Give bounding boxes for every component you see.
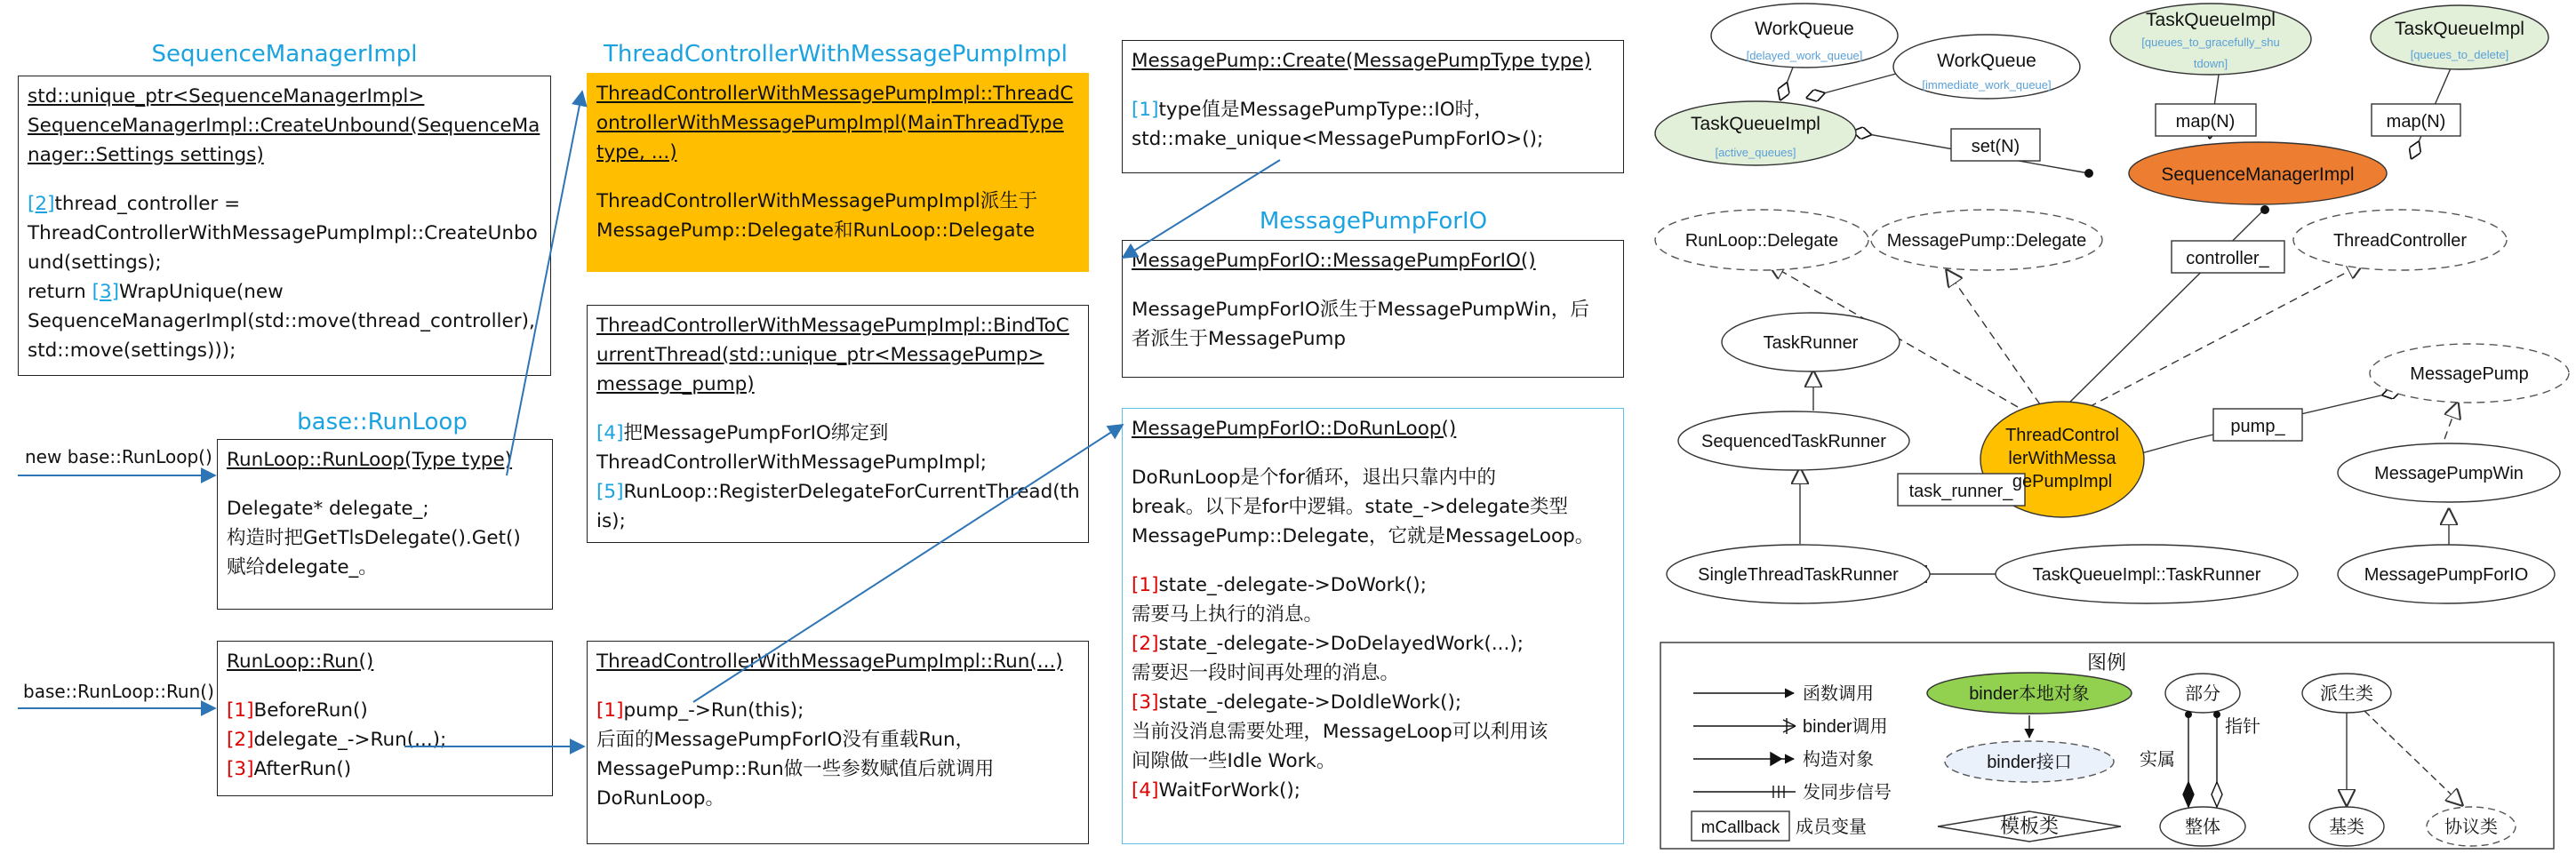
code-line: DoRunLoop。 (596, 787, 724, 810)
code-signature-line: ThreadControllerWithMessagePumpImpl::Run(...) (596, 650, 1063, 673)
uml-work-queue-1: WorkQueue (1755, 19, 1854, 39)
code-line: MessagePump::Delegate，它就是MessageLoop。 (1132, 525, 1595, 547)
step-number: [2] (227, 729, 254, 751)
uml-thread-controller: ThreadController (2332, 231, 2468, 251)
code-line: 需要迟一段时间再处理的消息。 (1132, 662, 1400, 684)
code-line: 构造时把GetTlsDelegate().Get() (227, 527, 521, 549)
code-line: [1]pump_->Run(this); (596, 699, 804, 722)
uml-tqi-task-runner: TaskQueueImpl::TaskRunner (2032, 565, 2261, 585)
step-number: [4] (1132, 779, 1159, 802)
code-line: MessagePumpForIO派生于MessagePumpWin，后 (1132, 299, 1589, 321)
code-line: return [3]WrapUnique(new (28, 281, 284, 303)
code-line: ThreadControllerWithMessagePumpImpl派生于 (596, 190, 1038, 212)
uml-tqi-active-sub: [active_queues] (1715, 146, 1796, 159)
title-sequence-manager-impl: SequenceManagerImpl (151, 41, 418, 68)
legend-part: 部分 (2185, 684, 2220, 704)
legend-whole: 整体 (2185, 818, 2220, 837)
legend-derived: 派生类 (2320, 684, 2373, 704)
code-line: [1]BeforeRun() (227, 699, 368, 722)
entry-label-runloop-run: base::RunLoop::Run() (23, 681, 214, 702)
step-number: [2] (1132, 633, 1159, 655)
step-number: [3] (227, 758, 254, 780)
uml-task-runner-member: task_runner_ (1908, 482, 2013, 501)
code-line: [2]delegate_->Run(...); (227, 729, 447, 751)
uml-map-n-1: map(N) (2175, 112, 2236, 132)
uml-tqi-delete: TaskQueueImpl (2395, 19, 2524, 39)
uml-diagram (1655, 4, 2569, 603)
code-line: Delegate* delegate_; (227, 498, 429, 520)
step-number: [2] (28, 193, 55, 215)
legend-async-signal: 发同步信号 (1803, 783, 1892, 802)
uml-sequenced-task-runner: SequencedTaskRunner (1701, 432, 1886, 451)
uml-tqi-delete-sub: [queues_to_delete] (2410, 48, 2509, 61)
code-line: [2]state_-delegate->DoDelayedWork(...); (1132, 633, 1524, 655)
legend-title: 图例 (2086, 651, 2127, 674)
code-signature-line: RunLoop::Run() (227, 650, 374, 673)
code-line: [3]state_-delegate->DoIdleWork(); (1132, 691, 1462, 714)
code-line: std::make_unique<MessagePumpForIO>(); (1132, 128, 1544, 150)
code-line: [4]把MessagePumpForIO绑定到 (596, 422, 889, 444)
legend-construct: 构造对象 (1803, 750, 1874, 770)
code-line: [1]type值是MessagePumpType::IO时， (1132, 99, 1493, 121)
code-signature-line: MessagePumpForIO::MessagePumpForIO() (1132, 250, 1536, 272)
legend-protocol: 协议类 (2444, 818, 2498, 837)
uml-pump-member: pump_ (2230, 417, 2285, 436)
uml-seq-mgr: SequenceManagerImpl (2161, 164, 2355, 185)
legend-base: 基类 (2329, 818, 2364, 837)
uml-runloop-delegate: RunLoop::Delegate (1684, 231, 1839, 251)
code-signature-line: ThreadControllerWithMessagePumpImpl::BindToC (596, 315, 1069, 337)
title-base-runloop: base::RunLoop (297, 409, 468, 435)
step-number: [1] (1132, 574, 1159, 596)
uml-tqi-active: TaskQueueImpl (1691, 114, 1820, 134)
code-line: und(settings); (28, 251, 162, 274)
legend-func-call: 函数调用 (1803, 684, 1874, 704)
code-line: 赋给delegate_。 (227, 556, 378, 579)
code-line: is); (596, 510, 626, 532)
uml-tqi-graceful: TaskQueueImpl (2146, 10, 2276, 30)
legend-binder-local: binder本地对象 (1969, 684, 2090, 704)
code-line: 者派生于MessagePump (1132, 328, 1347, 350)
uml-tcwmp: lerWithMessa (2008, 449, 2116, 468)
uml-task-runner: TaskRunner (1763, 333, 1859, 353)
call-flow-arrows (18, 92, 1280, 746)
step-number: [3] (92, 281, 120, 303)
uml-tqi-graceful-sub: tdown] (2193, 57, 2228, 70)
code-line: 当前没消息需要处理，MessageLoop可以利用该 (1132, 721, 1548, 743)
code-signature-line: urrentThread(std::unique_ptr<MessagePump> (596, 344, 1044, 366)
code-line: 需要马上执行的消息。 (1132, 603, 1324, 626)
title-message-pump-for-io: MessagePumpForIO (1259, 208, 1488, 235)
code-line: [2]thread_controller = (28, 193, 241, 215)
uml-controller: controller_ (2186, 249, 2269, 268)
title-thread-controller-impl: ThreadControllerWithMessagePumpImpl (603, 41, 1068, 68)
code-line: DoRunLoop是个for循环，退出只靠内中的 (1132, 467, 1497, 489)
uml-message-pump-win: MessagePumpWin (2374, 464, 2524, 483)
code-line: [4]WaitForWork(); (1132, 779, 1300, 802)
code-line: SequenceManagerImpl(std::move(thread_controller), (28, 310, 535, 332)
uml-work-queue-2-sub: [immediate_work_queue] (1922, 78, 2052, 92)
uml-set-n: set(N) (1971, 137, 2020, 156)
legend-member-var: 成员变量 (1796, 818, 1867, 837)
code-signature-line: std::unique_ptr<SequenceManagerImpl> (28, 85, 425, 108)
code-signature-line: MessagePump::Create(MessagePumpType type) (1132, 50, 1592, 72)
uml-single-thread-task-runner: SingleThreadTaskRunner (1698, 565, 1899, 585)
step-number: [1] (1132, 99, 1159, 121)
code-line: MessagePump::Delegate和RunLoop::Delegate (596, 219, 1036, 242)
legend-pointer: 指针 (2225, 717, 2260, 737)
code-signature-line: MessagePumpForIO::DoRunLoop() (1132, 418, 1457, 440)
step-number: [5] (596, 481, 624, 503)
entry-label-new-runloop: new base::RunLoop() (25, 446, 212, 467)
code-line: 后面的MessagePumpForIO没有重载Run， (596, 729, 975, 751)
code-signature-line: message_pump) (596, 373, 755, 395)
code-line: break。以下是for中逻辑。state_->delegate类型 (1132, 496, 1568, 518)
legend-binder-call: binder调用 (1803, 717, 1888, 737)
code-line: 间隙做一些Idle Work。 (1132, 750, 1336, 772)
legend-template: 模板类 (1999, 815, 2060, 837)
uml-message-pump-for-io: MessagePumpForIO (2364, 565, 2529, 585)
code-signature-line: RunLoop::RunLoop(Type type) (227, 449, 513, 471)
code-signature-line: SequenceManagerImpl::CreateUnbound(SequenceMa (28, 115, 540, 137)
code-line: ThreadControllerWithMessagePumpImpl; (596, 451, 987, 474)
uml-work-queue-2: WorkQueue (1937, 51, 2036, 71)
step-number: [1] (596, 699, 624, 722)
uml-tqi-graceful-sub: [queues_to_gracefully_shu (2141, 36, 2280, 49)
code-signature-line: nager::Settings settings) (28, 144, 264, 166)
uml-message-pump: MessagePump (2410, 364, 2529, 384)
legend (1660, 643, 2554, 849)
step-number: [3] (1132, 691, 1159, 714)
step-number: [4] (596, 422, 624, 444)
step-number: [1] (227, 699, 254, 722)
code-line: std::move(settings))); (28, 339, 236, 362)
code-line: MessagePump::Run做一些参数赋值后就调用 (596, 758, 995, 780)
legend-binder-iface: binder接口 (1987, 753, 2072, 772)
code-signature-line: ontrollerWithMessagePumpImpl(MainThreadType (596, 112, 1064, 134)
uml-tcwmp: gePumpImpl (2012, 472, 2113, 491)
legend-entity: 实属 (2140, 750, 2175, 770)
uml-tcwmp: ThreadControl (2005, 426, 2119, 445)
uml-map-n-2: map(N) (2386, 112, 2446, 132)
legend-member-box: mCallback (1700, 818, 1780, 837)
code-line: [1]state_-delegate->DoWork(); (1132, 574, 1427, 596)
code-line: [3]AfterRun() (227, 758, 352, 780)
code-line: [5]RunLoop::RegisterDelegateForCurrentThread(th (596, 481, 1080, 503)
code-signature-line: type, ...) (596, 141, 677, 164)
uml-work-queue-1-sub: [delayed_work_queue] (1746, 49, 1863, 62)
code-signature-line: ThreadControllerWithMessagePumpImpl::ThreadC (596, 83, 1074, 105)
code-line: ThreadControllerWithMessagePumpImpl::CreateUnbo (28, 222, 538, 244)
uml-messagepump-delegate: MessagePump::Delegate (1886, 231, 2087, 251)
